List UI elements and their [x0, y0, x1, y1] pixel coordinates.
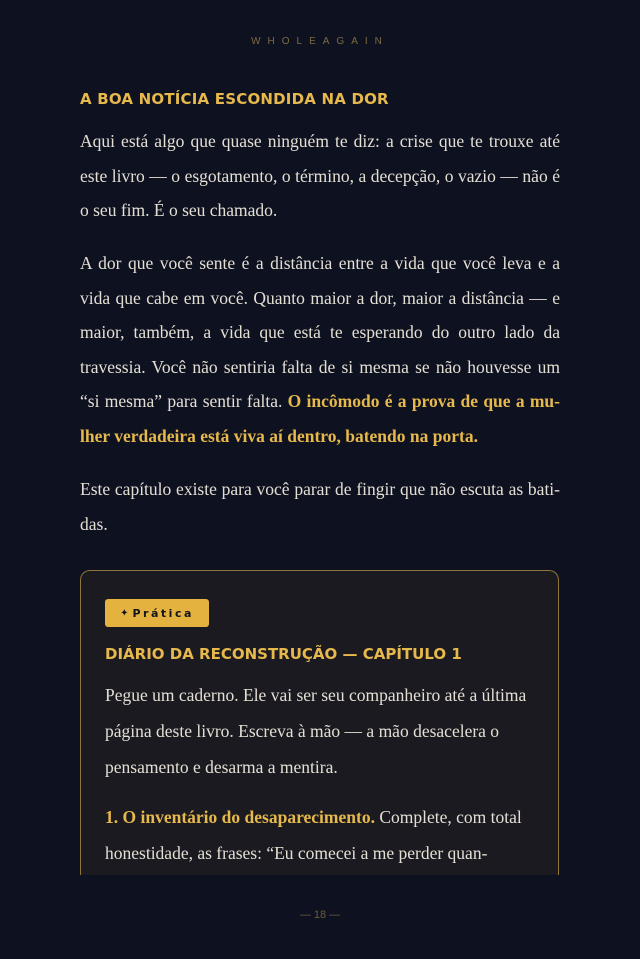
highlighted-statement: O incômodo é a prova de que a mulher verdadeira está viva aí dentro, batendo na porta.: [80, 391, 560, 446]
page-number: — 18 —: [299, 909, 341, 921]
practice-box: [80, 570, 559, 875]
brand-header: WHOLEAGAIN: [251, 36, 389, 47]
body-paragraph-2-text: A dor que você sente é a distância entre a vida que você leva e a vida que cabe em você. Quanto maior a dor, maior a distância — e maior, também, a vida que está te esperando do outro lado da travessia. Você não sentiria falta de si mesma se não houvesse um “si mesma” para sentir falta.: [80, 253, 560, 411]
section-heading: A BOA NOTÍCIA ESCONDIDA NA DOR: [80, 90, 389, 108]
practice-title: DIÁRIO DA RECONSTRUÇÃO — CAPÍTULO 1: [105, 645, 462, 663]
practice-item-1-label: 1. O inventário do desaparecimento.: [105, 807, 375, 827]
practice-badge-label: Prática: [132, 606, 194, 620]
practice-item-1-text: Complete, com total honestidade, as frases: “Eu comecei a me perder quan-: [105, 807, 522, 863]
practice-item-1: [105, 799, 535, 871]
sparkle-icon: ✦: [120, 607, 129, 619]
practice-badge: [105, 599, 209, 627]
practice-paragraph-1: Pegue um caderno. Ele vai ser seu companheiro até a última página deste livro. Escreva à mão — a mão desacelera o pensamento e desarma a mentira.: [105, 685, 527, 777]
body-paragraph-3: Este capítulo existe para você parar de fingir que não escuta as batidas.: [80, 479, 560, 534]
body-paragraph-1: Aqui está algo que quase ninguém te diz: a crise que te trouxe até este livro — o esgotamento, o término, a decepção, o vazio — não é o seu fim. É o seu chamado.: [80, 131, 560, 220]
body-paragraph-2: [80, 246, 560, 453]
